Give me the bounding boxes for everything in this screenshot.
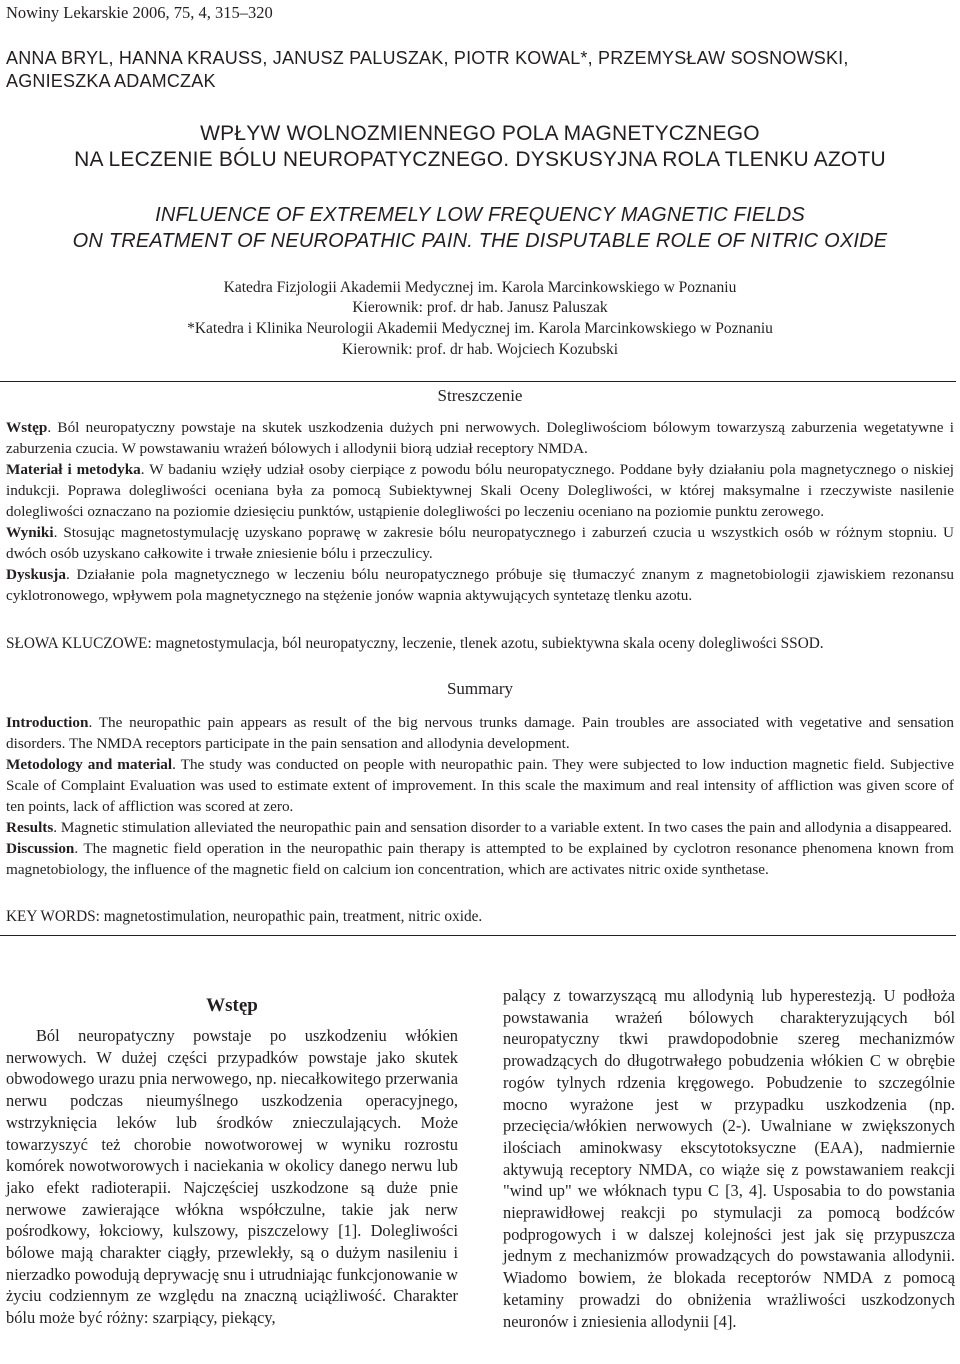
- summary-heading: Summary: [446, 679, 514, 698]
- body-column-left: [6, 1025, 458, 1329]
- wyniki-text: . Stosując magnetostymulację uzyskano poprawę w zakresie bólu neuropatycznego i zaburzeń czucia u wszystkich osób w różnym stopniu. U dwóch osób uzyskano całkowite i trwałe zniesienie bólu i przeczulicy.: [6, 524, 954, 562]
- summary-methodology: [6, 754, 954, 817]
- title-english-line-1: INFLUENCE OF EXTREMELY LOW FREQUENCY MAGNETIC FIELDS: [155, 204, 805, 226]
- dyskusja-text: . Działanie pola magnetycznego w leczeniu bólu neuropatycznego próbuje się tłumaczyć znanym z magnetobiologii zjawiskiem rezonansu cyklotronowego, wpływem pola magnetycznego na stężenie jonów wapnia aktywujących syntetazę tlenku azotu.: [6, 566, 954, 604]
- wstep-text: . Ból neuropatyczny powstaje na skutek uszkodzenia dużych pni nerwowych. Dolegliwościom bólowym towarzyszą zaburzenia wegetatywne i zaburzenia czucia. W powstawaniu wrażeń bólowych i allodynii biorą udział receptory NMDA.: [6, 419, 954, 457]
- divider-line: [0, 935, 956, 936]
- wyniki-label: Wyniki: [6, 524, 54, 541]
- discussion-label: Discussion: [6, 840, 75, 857]
- wstep-label: Wstęp: [6, 419, 48, 436]
- methodology-label: Metodology and material: [6, 756, 173, 773]
- journal-reference: Nowiny Lekarskie 2006, 75, 4, 315–320: [6, 3, 273, 22]
- streszczenie-dyskusja: [6, 564, 954, 606]
- streszczenie-wyniki: [6, 522, 954, 564]
- affiliation-line: *Katedra i Klinika Neurologii Akademii Medycznej im. Karola Marcinkowskiego w Poznaniu: [187, 320, 773, 337]
- streszczenie-wstep: [6, 417, 954, 459]
- results-text: . Magnetic stimulation alleviated the neuropathic pain and sensation disorder to a variable extent. In two cases the pain and allodynia a disappeared.: [53, 819, 952, 836]
- body-column-right: [503, 985, 955, 1332]
- section-heading-wstep: Wstęp: [206, 995, 258, 1016]
- title-polish-line-1: WPŁYW WOLNOZMIENNEGO POLA MAGNETYCZNEGO: [200, 122, 760, 145]
- streszczenie-material: [6, 459, 954, 522]
- results-label: Results: [6, 819, 54, 836]
- summary-body: [6, 712, 954, 880]
- divider-line: [0, 381, 956, 382]
- summary-introduction: [6, 712, 954, 754]
- streszczenie-body: [6, 417, 954, 606]
- authors-line-1: ANNA BRYL, HANNA KRAUSS, JANUSZ PALUSZAK, PIOTR KOWAL*, PRZEMYSŁAW SOSNOWSKI,: [6, 48, 849, 68]
- body-paragraph-right: palący z towarzyszącą mu allodynią lub hyperestezją. U podłoża powstawania wrażeń bólowych charakteryzujących ból neuropatyczny tkwi prawdopodobnie szereg mechanizmów prowadzących do długotrwałego pobudzenia włókien C w obrębie rogów tylnych rdzenia kręgowego. Pobudzenie to szczególnie mocno wyrażone jest w przypadku uszkodzenia (np. przecięcia/włókien nerwowych (2-). Uwalniane w zwiększonych ilościach aminokwasy ekscytotoksyczne (EAA), nadmiernie aktywują receptory NMDA, co wiąże się z powstawaniem reakcji "wind up" we włóknach typu C [3, 4]. Usposabia to do powstania nieprawidłowej reakcji po stymulacji za pomocą bodźców podprogowych i w dalszej kolejności jest jak się przypuszcza jednym z mechanizmów prowadzących do powstawania allodynii. Wiadomo bowiem, że blokada receptorów NMDA z pomocą ketaminy prowadzi do obniżenia wrażliwości uszkodzonych neuronów i zniesienia allodynii [4].: [503, 986, 955, 1331]
- summary-discussion: [6, 838, 954, 880]
- summary-results: [6, 817, 954, 838]
- body-paragraph-left: Ból neuropatyczny powstaje po uszkodzeniu włókien nerwowych. W dużej części przypadków powstaje jako skutek obwodowego urazu pnia nerwowego, np. niecałkowitego przerwania nerwu podczas nieumyślnego uszkodzenia operacyjnego, wstrzyknięcia leków lub środków znieczulających. Może towarzyszyć też chorobie nowotworowej w wyniku rozrostu komórek nowotworowych i naciekania w okolicy danego nerwu lub jako efekt radioterapii. Najczęściej uszkodzone są duże pnie nerwowe zawierające włókna współczulne, takie jak nerw pośrodkowy, łokciowy, kulszowy, piszczelowy [1]. Dolegliwości bólowe mają charakter ciągły, przewlekły, są o dużym nasileniu i nierzadko powodują deprywację snu i utrudniając funkcjonowanie w życiu codziennym ze względu na znaczną uciążliwość. Charakter bólu może być różny: szarpiący, piekący,: [6, 1026, 458, 1328]
- material-label: Materiał i metodyka: [6, 461, 141, 478]
- streszczenie-heading: Streszczenie: [437, 386, 523, 405]
- keywords-polish: SŁOWA KLUCZOWE: magnetostymulacja, ból neuropatyczny, leczenie, tlenek azotu, subiektywna skala oceny dolegliwości SSOD.: [6, 635, 824, 652]
- affiliation-line: Kierownik: prof. dr hab. Janusz Paluszak: [352, 299, 608, 316]
- affiliation-line: Katedra Fizjologii Akademii Medycznej im. Karola Marcinkowskiego w Poznaniu: [223, 279, 737, 296]
- introduction-text: . The neuropathic pain appears as result of the big nervous trunks damage. Pain troubles are associated with vegetative and sensation disorders. The NMDA receptors participate in the pain sensation and allodynia development.: [6, 714, 954, 752]
- title-english-line-2: ON TREATMENT OF NEUROPATHIC PAIN. THE DISPUTABLE ROLE OF NITRIC OXIDE: [72, 230, 888, 252]
- introduction-label: Introduction: [6, 714, 89, 731]
- affiliation-line: Kierownik: prof. dr hab. Wojciech Kozubski: [341, 341, 619, 358]
- material-text: . W badaniu wzięły udział osoby cierpiące z powodu bólu neuropatycznego. Poddane były działaniu pola magnetycznego o niskiej indukcji. Poprawa dolegliwości oceniana była za pomocą Subiektywnej Skali Oceny Dolegliwości, w której maksymalne i rzeczywiste nasilenie dolegliwości oznaczano na poziomie dziesięciu punktów, ustąpienie dolegliwości po leczeniu oceniano na poziomie punktu zerowego.: [6, 461, 954, 520]
- methodology-text: . The study was conducted on people with neuropathic pain. They were subjected to low induction magnetic field. Subjective Scale of Complaint Evaluation was used to estimate extent of improvement. In this scale the maximum and real intensity of affliction was given score of ten points, lack of affliction was scored at zero.: [6, 756, 954, 815]
- dyskusja-label: Dyskusja: [6, 566, 66, 583]
- title-polish-line-2: NA LECZENIE BÓLU NEUROPATYCZNEGO. DYSKUSYJNA ROLA TLENKU AZOTU: [74, 148, 886, 171]
- authors-line-2: AGNIESZKA ADAMCZAK: [6, 71, 216, 91]
- keywords-english: KEY WORDS: magnetostimulation, neuropathic pain, treatment, nitric oxide.: [6, 908, 483, 925]
- discussion-text: . The magnetic field operation in the neuropathic pain therapy is attempted to be explained by cyclotron resonance phenomena known from magnetobiology, the influence of the magnetic field on calcium ion concentration, which are activates nitric oxide synthetase.: [6, 840, 954, 878]
